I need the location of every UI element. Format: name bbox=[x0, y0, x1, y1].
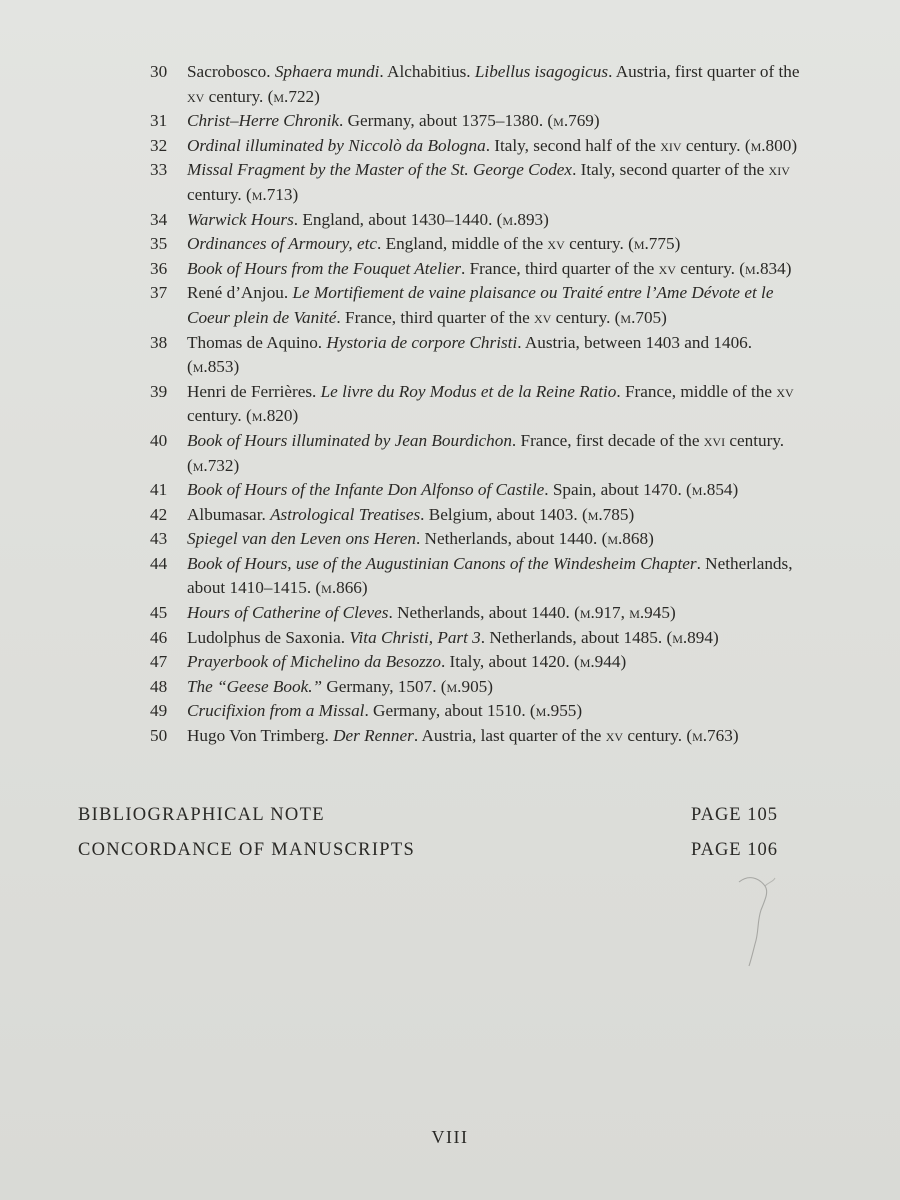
roman-text: Hugo Von Trimberg. bbox=[187, 726, 334, 746]
entry-number: 48 bbox=[150, 676, 168, 696]
back-matter-concordance bbox=[78, 840, 778, 861]
roman-text: ) bbox=[292, 184, 299, 204]
entry-number: 32 bbox=[150, 135, 168, 155]
smallcaps-text: m.732 bbox=[192, 455, 234, 475]
entry-text bbox=[187, 160, 790, 204]
entry-text bbox=[187, 382, 794, 426]
list-item bbox=[150, 281, 800, 330]
entry-number: 33 bbox=[150, 160, 168, 180]
entry-number: 47 bbox=[150, 652, 168, 672]
back-matter-label: BIBLIOGRAPHICAL NOTE bbox=[78, 805, 325, 825]
list-item bbox=[150, 527, 800, 552]
roman-text: ) bbox=[576, 701, 583, 721]
title-text: Crucifixion from a Missal bbox=[187, 701, 365, 721]
roman-text: ) bbox=[233, 357, 240, 377]
roman-text: . France, middle of the bbox=[616, 381, 777, 401]
smallcaps-text: m.785 bbox=[587, 504, 629, 524]
list-item bbox=[150, 699, 800, 724]
entry-number: 42 bbox=[150, 504, 168, 524]
list-item bbox=[150, 134, 800, 159]
roman-text: . Spain, about 1470. ( bbox=[544, 480, 692, 500]
entry-text bbox=[187, 529, 654, 548]
roman-text: René d’Anjou. bbox=[187, 283, 293, 303]
entry-number: 46 bbox=[150, 627, 168, 647]
entry-number: 36 bbox=[150, 258, 168, 278]
title-text: Book of Hours from the Fouquet Atelier bbox=[187, 258, 462, 278]
smallcaps-text: m.894 bbox=[672, 627, 713, 647]
smallcaps-text: xiv bbox=[660, 135, 682, 155]
back-matter-page: PAGE 105 bbox=[691, 805, 778, 825]
entry-text bbox=[187, 210, 549, 229]
entry-number: 34 bbox=[150, 209, 168, 229]
title-text: Missal Fragment by the Master of the St. George Codex bbox=[187, 160, 573, 180]
roman-text: . Italy, second half of the bbox=[485, 135, 661, 155]
smallcaps-text: m.866 bbox=[321, 578, 362, 598]
entry-text bbox=[187, 603, 676, 622]
roman-text: century. ( bbox=[675, 258, 745, 278]
smallcaps-text: m.853 bbox=[192, 357, 234, 377]
title-text: Vita Christi, Part 3 bbox=[349, 627, 481, 647]
title-text: The “Geese Book.” bbox=[187, 676, 323, 696]
roman-text: Thomas de Aquino. bbox=[187, 332, 327, 352]
entry-text bbox=[187, 234, 680, 253]
roman-text: Sacrobosco. bbox=[187, 62, 275, 81]
roman-text: . Germany, about 1375–1380. ( bbox=[338, 111, 554, 131]
roman-text: ) bbox=[661, 307, 667, 327]
smallcaps-text: m.868 bbox=[607, 529, 649, 549]
list-item bbox=[150, 60, 800, 109]
roman-text: ) bbox=[785, 258, 792, 278]
page-folio: VIII bbox=[431, 1127, 469, 1147]
roman-text: ) bbox=[791, 135, 798, 155]
roman-text: Henri de Ferrières. bbox=[187, 381, 321, 401]
title-text: Prayerbook of Michelino da Besozzo bbox=[187, 652, 441, 672]
title-text: Book of Hours, use of the Augustinian Canons of the Windesheim Chapter bbox=[187, 553, 697, 573]
title-text: Astrological Treatises bbox=[270, 504, 421, 524]
roman-text: ) bbox=[628, 504, 635, 524]
list-item bbox=[150, 724, 800, 749]
back-matter-page: PAGE 106 bbox=[691, 840, 778, 860]
title-text: Le livre du Roy Modus et de la Reine Ratio bbox=[320, 381, 617, 401]
list-item bbox=[150, 675, 800, 700]
entry-number: 40 bbox=[150, 430, 168, 450]
roman-text: ) bbox=[361, 578, 368, 598]
smallcaps-text: xv bbox=[776, 381, 794, 401]
title-text: Spiegel van den Leven ons Heren bbox=[187, 529, 416, 549]
roman-text: Ludolphus de Saxonia. bbox=[187, 627, 350, 647]
title-text: Le Mortifiement de vaine plaisance ou Traité entre l’Ame Dévote et le Coeur plein de Vanité bbox=[187, 283, 774, 327]
entry-number: 45 bbox=[150, 603, 168, 623]
smallcaps-text: m.722 bbox=[273, 86, 315, 106]
roman-text: . France, third quarter of the bbox=[336, 307, 535, 327]
roman-text: ) bbox=[292, 406, 299, 426]
smallcaps-text: m.854 bbox=[691, 480, 733, 500]
smallcaps-text: m.705 bbox=[620, 307, 662, 327]
smallcaps-text: xv bbox=[547, 234, 565, 254]
list-item bbox=[150, 257, 800, 282]
list-item bbox=[150, 109, 800, 134]
entry-text bbox=[187, 554, 793, 598]
entry-number: 49 bbox=[150, 701, 168, 721]
entry-number: 35 bbox=[150, 234, 168, 254]
entry-text bbox=[187, 726, 739, 745]
list-item bbox=[150, 429, 800, 478]
smallcaps-text: m.820 bbox=[251, 406, 293, 426]
smallcaps-text: xiv bbox=[768, 160, 790, 180]
roman-text: . Alchabitius. bbox=[379, 62, 475, 81]
smallcaps-text: xv bbox=[187, 86, 205, 106]
entry-text bbox=[187, 701, 582, 720]
list-item bbox=[150, 503, 800, 528]
roman-text: century. ( bbox=[187, 184, 252, 204]
list-item bbox=[150, 158, 800, 207]
list-item bbox=[150, 208, 800, 233]
list-item bbox=[150, 331, 800, 380]
list-item bbox=[150, 478, 800, 503]
roman-text: century. ( bbox=[623, 726, 693, 746]
roman-text: . Belgium, about 1403. ( bbox=[420, 504, 588, 524]
roman-text: ) bbox=[233, 455, 240, 475]
entry-text bbox=[187, 62, 800, 106]
roman-text: century. ( bbox=[187, 406, 252, 426]
roman-text: ) bbox=[732, 726, 739, 746]
smallcaps-text: m.955 bbox=[535, 701, 577, 721]
roman-text: century. ( bbox=[551, 307, 621, 327]
roman-text: ) bbox=[543, 209, 549, 229]
smallcaps-text: m.775 bbox=[633, 234, 675, 254]
back-matter-bibliographical-note bbox=[78, 805, 778, 826]
entry-number: 38 bbox=[150, 332, 168, 352]
list-item bbox=[150, 650, 800, 675]
entry-text bbox=[187, 259, 791, 278]
roman-text: . Netherlands, about 1440. ( bbox=[388, 603, 580, 623]
entry-text bbox=[187, 480, 738, 499]
back-matter-label: CONCORDANCE OF MANUSCRIPTS bbox=[78, 840, 416, 860]
title-text: Hours of Catherine of Cleves bbox=[187, 603, 389, 623]
roman-text: ) bbox=[712, 627, 719, 647]
roman-text: . Germany, about 1510. ( bbox=[364, 701, 536, 721]
entry-number: 39 bbox=[150, 381, 168, 401]
roman-text: . France, first decade of the bbox=[511, 430, 704, 450]
entry-number: 43 bbox=[150, 529, 168, 549]
roman-text: century. ( bbox=[187, 430, 785, 475]
roman-text: . England, about 1430–1440. ( bbox=[293, 209, 503, 229]
entry-text bbox=[187, 283, 773, 327]
roman-text: . Netherlands, about 1485. ( bbox=[480, 627, 673, 647]
roman-text: Albumasar. bbox=[187, 504, 271, 524]
smallcaps-text: m.905 bbox=[446, 676, 488, 696]
roman-text: century. ( bbox=[564, 234, 634, 254]
roman-text: ) bbox=[648, 529, 654, 549]
entry-number: 37 bbox=[150, 283, 168, 303]
roman-text: . Austria, between 1403 and 1406. ( bbox=[187, 332, 753, 377]
roman-text: ) bbox=[669, 603, 676, 623]
roman-text: . England, middle of the bbox=[377, 234, 548, 254]
title-text: Ordinal illuminated by Niccolò da Bologna bbox=[187, 135, 486, 155]
title-text: Book of Hours illuminated by Jean Bourdichon bbox=[187, 430, 512, 450]
entry-number: 30 bbox=[150, 62, 168, 81]
entry-number: 31 bbox=[150, 111, 168, 131]
roman-text: ) bbox=[487, 676, 493, 696]
title-text: Book of Hours of the Infante Don Alfonso of Castile bbox=[187, 480, 545, 500]
smallcaps-text: m.834 bbox=[745, 258, 786, 278]
smallcaps-text: xv bbox=[534, 307, 552, 327]
list-item bbox=[150, 552, 800, 601]
roman-text: . Netherlands, about 1410–1415. ( bbox=[187, 553, 793, 598]
roman-text: ) bbox=[314, 86, 320, 106]
entry-text bbox=[187, 652, 626, 671]
smallcaps-text: xv bbox=[605, 726, 624, 746]
roman-text: . Austria, last quarter of the bbox=[413, 726, 606, 746]
roman-text: . Netherlands, about 1440. ( bbox=[415, 529, 608, 549]
entry-text bbox=[187, 505, 634, 524]
roman-text: ) bbox=[620, 652, 627, 672]
entry-number: 44 bbox=[150, 553, 168, 573]
title-text: Der Renner bbox=[333, 726, 414, 746]
list-item bbox=[150, 232, 800, 257]
smallcaps-text: m.893 bbox=[502, 209, 544, 229]
smallcaps-text: m.769 bbox=[553, 111, 594, 131]
roman-text: . Italy, second quarter of the bbox=[572, 160, 769, 180]
entry-number: 41 bbox=[150, 480, 168, 500]
list-item bbox=[150, 626, 800, 651]
list-item bbox=[150, 380, 800, 429]
smallcaps-text: m.944 bbox=[579, 652, 621, 672]
smallcaps-text: m.917, m.945 bbox=[579, 603, 670, 623]
smallcaps-text: xvi bbox=[703, 430, 726, 450]
smallcaps-text: m.713 bbox=[251, 184, 293, 204]
entry-text bbox=[187, 111, 600, 130]
entry-text bbox=[187, 677, 493, 696]
contents-list bbox=[150, 60, 800, 749]
roman-text: . Austria, first quarter of the bbox=[608, 62, 800, 81]
smallcaps-text: m.800 bbox=[750, 135, 792, 155]
smallcaps-text: xv bbox=[658, 258, 676, 278]
roman-text: ) bbox=[732, 480, 739, 500]
roman-text: ) bbox=[593, 111, 600, 131]
title-text: Warwick Hours bbox=[187, 209, 294, 229]
entry-text bbox=[187, 333, 752, 377]
title-text: Hystoria de corpore Christi bbox=[326, 332, 518, 352]
roman-text: century. ( bbox=[204, 86, 274, 106]
roman-text: century. ( bbox=[681, 135, 751, 155]
stray-fiber-mark bbox=[735, 870, 795, 970]
roman-text: . Italy, about 1420. ( bbox=[440, 652, 580, 672]
entry-text bbox=[187, 136, 797, 155]
roman-text: Germany, 1507. ( bbox=[322, 676, 447, 696]
list-item bbox=[150, 601, 800, 626]
entry-number: 50 bbox=[150, 726, 168, 746]
title-text: Christ–Herre Chronik bbox=[187, 111, 339, 131]
title-text: Libellus isagogicus bbox=[474, 62, 609, 81]
roman-text: ) bbox=[674, 234, 681, 254]
roman-text: . France, third quarter of the bbox=[461, 258, 659, 278]
smallcaps-text: m.763 bbox=[692, 726, 733, 746]
entry-text bbox=[187, 431, 784, 475]
title-text: Sphaera mundi bbox=[274, 62, 380, 81]
entry-text bbox=[187, 628, 719, 647]
title-text: Ordinances of Armoury, etc bbox=[187, 234, 377, 254]
